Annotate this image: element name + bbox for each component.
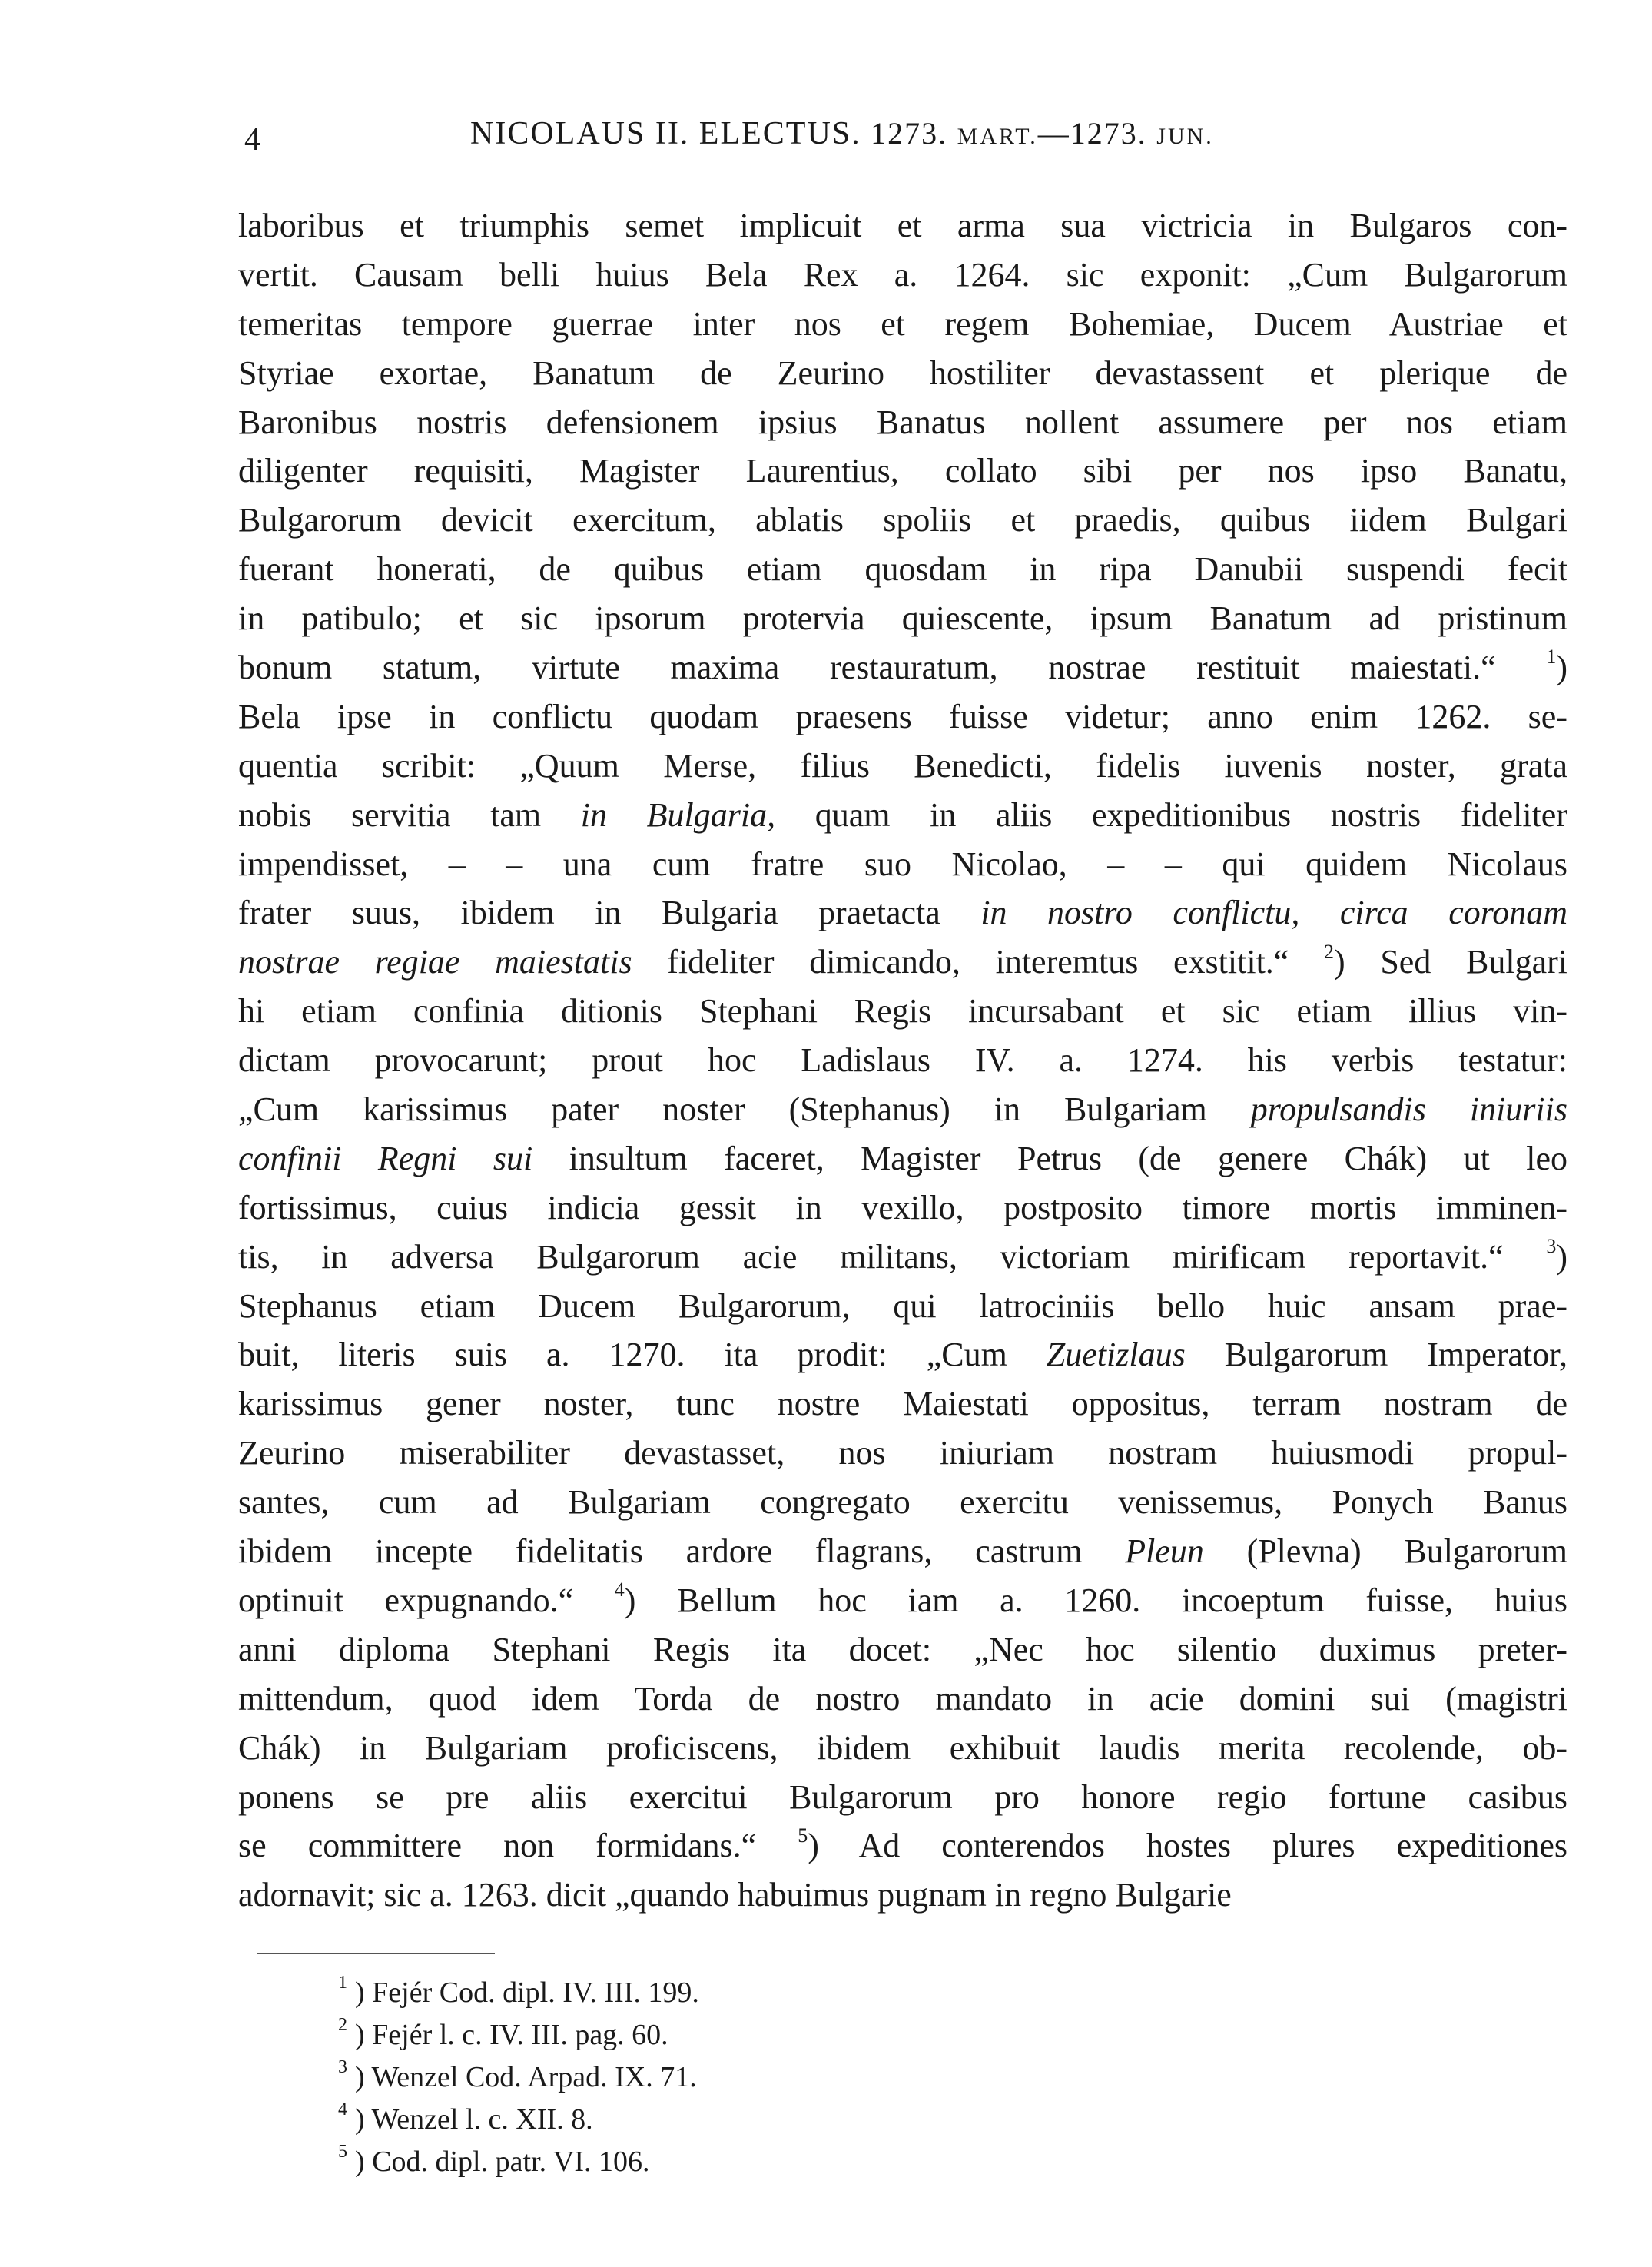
text-run: fuerant honerati, de quibus etiam quosdam in ripa Danubii suspendi fecit — [238, 550, 1567, 589]
text-run: insultum faceret, Magister Petrus (de genere Chák) ut leo — [532, 1139, 1567, 1177]
text-run: diligenter requisiti, Magister Laurentius, collato sibi per nos ipso Banatu, — [238, 452, 1567, 490]
text-run: ibidem incepte fidelitatis ardore flagrans, castrum — [238, 1532, 1126, 1571]
text-run: impendisset, – – una cum fratre suo Nicolao, – – qui quidem Nicolaus — [238, 845, 1567, 883]
footnote — [338, 2099, 699, 2141]
text-line — [238, 643, 1567, 692]
text-line — [238, 251, 1567, 300]
body-text — [238, 201, 1567, 1920]
page-number: 4 — [244, 122, 260, 158]
text-line — [238, 1773, 1567, 1822]
text-run: ) Ad conterendos hostes plures expeditiones — [808, 1827, 1567, 1865]
text-run: se committere non formidans.“ — [238, 1827, 798, 1865]
text-run: Styriae exortae, Banatum de Zeurino hostiliter devastassent et plerique de — [238, 353, 1567, 392]
text-line — [238, 1429, 1567, 1478]
footnote — [338, 2056, 699, 2099]
text-line — [238, 1134, 1567, 1183]
text-run: Bela ipse in conflictu quodam praesens fuisse videtur; anno enim 1262. se- — [238, 697, 1567, 735]
footnote-text: ) Fejér l. c. IV. III. pag. 60. — [355, 2019, 668, 2051]
date-start-month: MART. — [957, 124, 1038, 149]
text-run: santes, cum ad Bulgariam congregato exercitu venissemus, Ponych Banus — [238, 1483, 1567, 1522]
text-line — [238, 1036, 1567, 1085]
footnote-mark: 4 — [338, 2099, 347, 2120]
text-line — [238, 938, 1567, 987]
text-run: buit, literis suis a. 1270. ita prodit: „Cum — [238, 1336, 1047, 1374]
text-run: ) — [1556, 1237, 1567, 1276]
text-line — [238, 1821, 1567, 1870]
text-line — [238, 987, 1567, 1036]
text-line — [238, 398, 1567, 447]
date-end-month: JUN. — [1156, 124, 1214, 149]
text-line — [238, 300, 1567, 349]
italic-run: in nostro conflictu, circa coronam — [980, 894, 1567, 932]
text-run: vertit. Causam belli huius Bela Rex a. 1264. sic exponit: „Cum Bulgarorum — [238, 255, 1567, 294]
text-run: Zeurino miserabiliter devastasset, nos iniuriam nostram huiusmodi propul- — [238, 1434, 1567, 1472]
text-run: „Cum karissimus pater noster (Stephanus) in Bulgariam — [238, 1090, 1251, 1129]
footnote-mark: 3 — [338, 2057, 347, 2078]
text-run: Bulgarorum devicit exercitum, ablatis spoliis et praedis, quibus iidem Bulgari — [238, 501, 1567, 539]
footnote-ref: 2 — [1324, 940, 1334, 963]
text-run: quam in aliis expeditionibus nostris fideliter — [775, 795, 1567, 834]
footnote-text: ) Wenzel Cod. Arpad. IX. 71. — [355, 2061, 697, 2093]
text-line — [238, 1233, 1567, 1282]
date-separator: — — [1037, 116, 1070, 151]
text-run: quentia scribit: „Quum Merse, filius Benedicti, fidelis iuvenis noster, grata — [238, 746, 1567, 785]
italic-run: Zuetizlaus — [1046, 1336, 1186, 1374]
text-run: in patibulo; et sic ipsorum protervia quiescente, ipsum Banatum ad pristinum — [238, 599, 1567, 638]
text-line — [238, 1183, 1567, 1233]
text-run: Baronibus nostris defensionem ipsius Banatus nollent assumere per nos etiam — [238, 403, 1567, 441]
footnote-mark: 5 — [338, 2142, 347, 2162]
date-end-year: 1273. — [1070, 116, 1147, 151]
text-line — [238, 692, 1567, 742]
text-line — [238, 1478, 1567, 1527]
running-head — [470, 115, 1214, 152]
text-run: anni diploma Stephani Regis ita docet: „Nec hoc silentio duximus preter- — [238, 1630, 1567, 1668]
text-run: fortissimus, cuius indicia gessit in vexillo, postposito timore mortis imminen- — [238, 1188, 1567, 1226]
page-header — [0, 115, 1652, 169]
text-line — [238, 1576, 1567, 1625]
footnote-rule — [257, 1953, 495, 1954]
footnote-mark: 1 — [338, 1973, 347, 1993]
text-line — [238, 1527, 1567, 1576]
text-line — [238, 1379, 1567, 1429]
text-line — [238, 545, 1567, 594]
text-line — [238, 1675, 1567, 1724]
italic-run: confinii Regni sui — [238, 1139, 533, 1177]
text-run: mittendum, quod idem Torda de nostro mandato in acie domini sui (magistri — [238, 1679, 1567, 1718]
text-run: Chák) in Bulgariam proficiscens, ibidem exhibuit laudis merita recolende, ob- — [238, 1728, 1567, 1767]
footnotes — [338, 1972, 699, 2183]
text-run: tis, in adversa Bulgarorum acie militans, victoriam mirificam reportavit.“ — [238, 1237, 1547, 1276]
text-run: ponens se pre aliis exercitui Bulgarorum pro honore regio fortune casibus — [238, 1777, 1567, 1816]
text-run: ) Bellum hoc iam a. 1260. incoeptum fuisse, huius — [624, 1581, 1567, 1619]
text-run: (Plevna) Bulgarorum — [1203, 1532, 1567, 1571]
text-line — [238, 496, 1567, 545]
text-run: dictam provocarunt; prout hoc Ladislaus IV. a. 1274. his verbis testatur: — [238, 1041, 1567, 1080]
text-line — [238, 446, 1567, 496]
text-run: Bulgarorum Imperator, — [1185, 1336, 1567, 1374]
text-run: laboribus et triumphis semet implicuit et arma sua victricia in Bulgaros con- — [238, 207, 1567, 244]
text-run: ) Sed Bulgari — [1334, 943, 1567, 981]
footnote — [338, 2141, 699, 2183]
text-line — [238, 840, 1567, 889]
date-start-year: 1273. — [871, 116, 948, 151]
text-line — [238, 1870, 1567, 1920]
text-run: frater suus, ibidem in Bulgaria praetacta — [238, 894, 981, 932]
running-title: NICOLAUS II. ELECTUS. — [470, 116, 861, 151]
text-run: fideliter dimicando, interemtus exstitit.“ — [632, 943, 1324, 981]
text-line — [238, 1330, 1567, 1379]
footnote-text: ) Cod. dipl. patr. VI. 106. — [355, 2146, 650, 2178]
text-run: bonum statum, virtute maxima restauratum, nostrae restituit maiestati.“ — [238, 649, 1547, 687]
footnote-ref: 3 — [1546, 1235, 1557, 1258]
footnote-ref: 4 — [614, 1578, 625, 1602]
text-line — [238, 349, 1567, 398]
footnote — [338, 1972, 699, 2014]
italic-run: Pleun — [1125, 1532, 1204, 1571]
footnote-mark: 2 — [338, 2015, 347, 2036]
footnote-ref: 1 — [1546, 646, 1557, 669]
text-run: Stephanus etiam Ducem Bulgarorum, qui latrociniis bello huic ansam prae- — [238, 1286, 1567, 1325]
footnote-text: ) Fejér Cod. dipl. IV. III. 199. — [355, 1977, 699, 2009]
text-run: nobis servitia tam — [238, 795, 581, 834]
text-line — [238, 888, 1567, 938]
text-run: ) — [1556, 649, 1567, 687]
italic-run: in Bulgaria, — [580, 795, 776, 834]
text-line — [238, 791, 1567, 840]
text-line — [238, 1085, 1567, 1134]
text-run: adornavit; sic a. 1263. dicit „quando habuimus pugnam in regno Bulgarie — [238, 1876, 1232, 1914]
text-line — [238, 594, 1567, 643]
text-line — [238, 1625, 1567, 1675]
italic-run: propulsandis iniuriis — [1250, 1090, 1567, 1129]
text-run: hi etiam confinia ditionis Stephani Regis incursabant et sic etiam illius vin- — [238, 992, 1567, 1031]
italic-run: nostrae regiae maiestatis — [238, 943, 632, 981]
text-run: temeritas tempore guerrae inter nos et regem Bohemiae, Ducem Austriae et — [238, 304, 1567, 343]
footnote-text: ) Wenzel l. c. XII. 8. — [355, 2103, 593, 2136]
text-run: karissimus gener noster, tunc nostre Maiestati oppositus, terram nostram de — [238, 1385, 1567, 1423]
footnote-ref: 5 — [798, 1824, 808, 1847]
text-line — [238, 1282, 1567, 1331]
text-line — [238, 742, 1567, 791]
text-run: optinuit expugnando.“ — [238, 1581, 615, 1619]
footnote — [338, 2014, 699, 2056]
text-line — [238, 201, 1567, 251]
text-line — [238, 1724, 1567, 1773]
